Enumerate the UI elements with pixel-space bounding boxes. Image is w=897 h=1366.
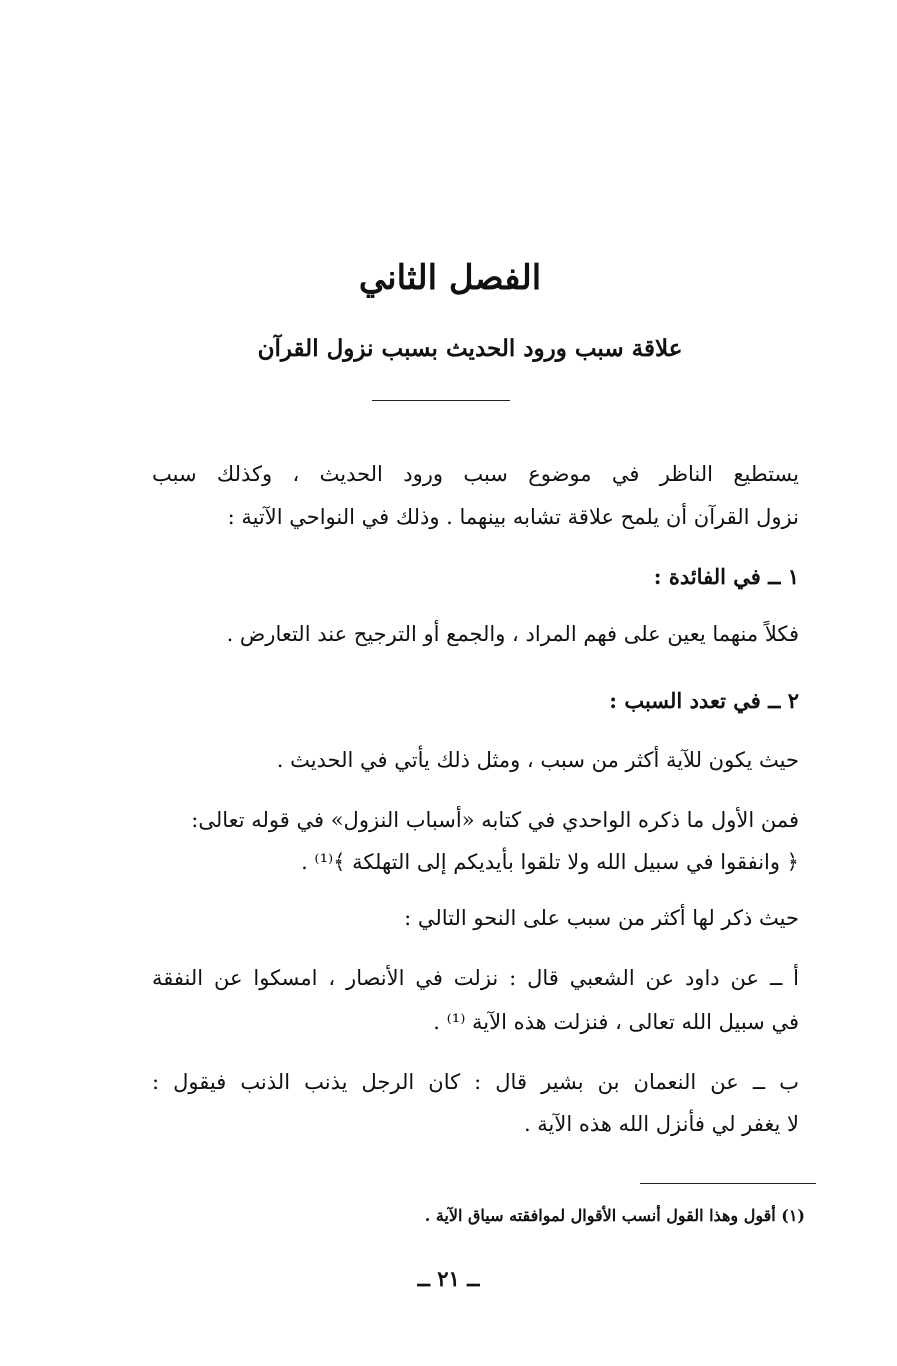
- chapter-title: الفصل الثاني: [358, 258, 542, 298]
- list-item-a-line-1: أ ــ عن داود عن الشعبي قال : نزلت في الأنصار ، امسكوا عن النفقة: [152, 966, 799, 990]
- list-item-a-line-2: في سبيل الله تعالى ، فنزلت هذه الآية ⁽¹⁾ .: [433, 1010, 799, 1034]
- section-2-heading: ٢ ــ في تعدد السبب :: [609, 688, 799, 713]
- section-1-text: فكلاً منهما يعين على فهم المراد ، والجمع أو الترجيح عند التعارض .: [226, 622, 799, 646]
- section-1-heading: ١ ــ في الفائدة :: [653, 564, 799, 589]
- example-line-1: فمن الأول ما ذكره الواحدي في كتابه «أسباب النزول» في قوله تعالى:: [191, 808, 799, 832]
- intro-line-1: يستطيع الناظر في موضوع سبب ورود الحديث ، وكذلك سبب: [152, 462, 799, 486]
- page-number: ــ ٢١ ــ: [417, 1266, 480, 1291]
- chapter-subtitle: علاقة سبب ورود الحديث بسبب نزول القرآن: [257, 335, 683, 362]
- list-intro: حيث ذكر لها أكثر من سبب على النحو التالي :: [404, 906, 799, 930]
- intro-line-2: نزول القرآن أن يلمح علاقة تشابه بينهما . وذلك في النواحي الآتية :: [227, 505, 799, 529]
- footnote-divider: [640, 1183, 816, 1184]
- footnote: (١) أقول وهذا القول أنسب الأقوال لموافقته سياق الآية .: [424, 1206, 805, 1225]
- list-item-b-line-2: لا يغفر لي فأنزل الله هذه الآية .: [523, 1112, 799, 1136]
- quran-verse: ﴿ وانفقوا في سبيل الله ولا تلقوا بأيديكم إلى التهلكة ﴾⁽¹⁾ .: [301, 850, 799, 874]
- list-item-b-line-1: ب ــ عن النعمان بن بشير قال : كان الرجل يذنب الذنب فيقول :: [152, 1070, 799, 1094]
- section-2-text: حيث يكون للآية أكثر من سبب ، ومثل ذلك يأتي في الحديث .: [276, 748, 799, 772]
- title-divider: [372, 400, 510, 401]
